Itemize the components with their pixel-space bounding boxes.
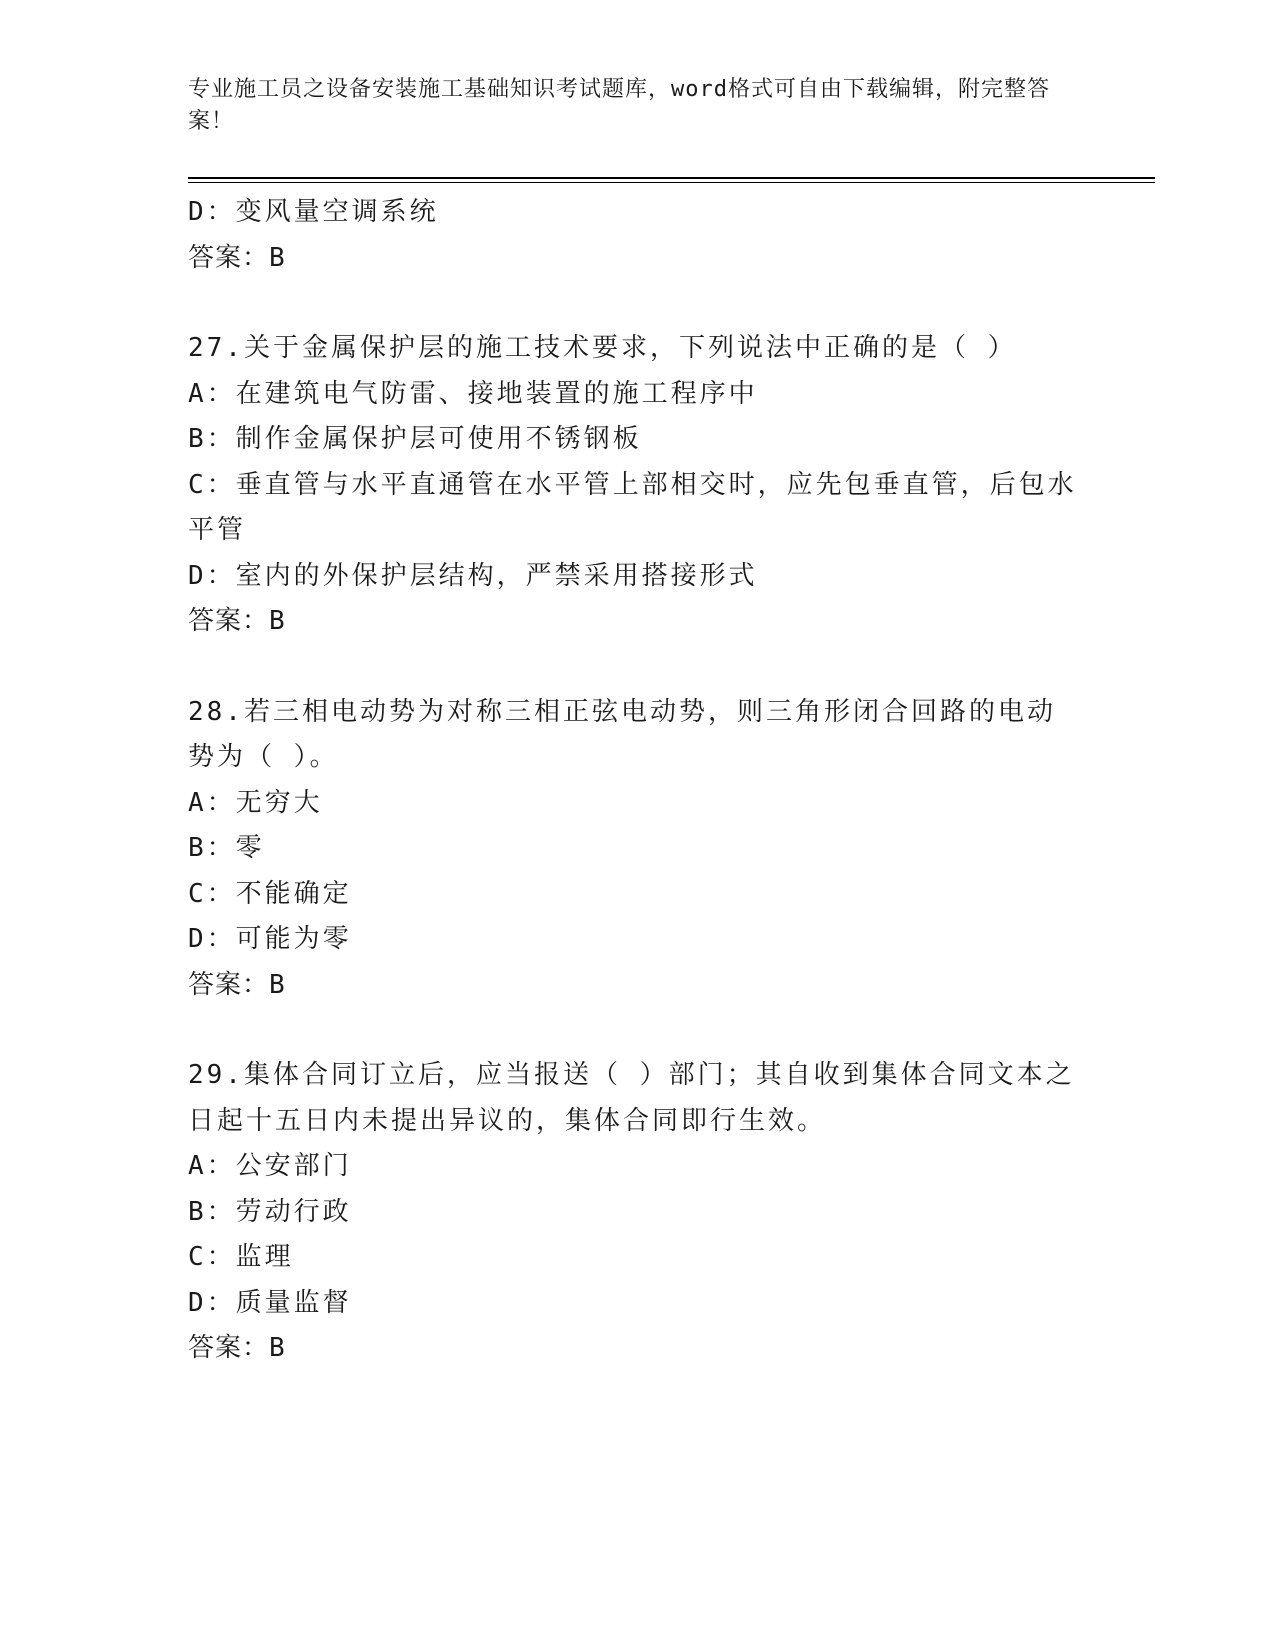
answer: 答案：B xyxy=(188,969,286,1000)
option-c: C：监理 xyxy=(188,1242,294,1272)
question-28 xyxy=(188,690,1078,1009)
option-b: B：零 xyxy=(188,833,265,863)
spacer xyxy=(188,645,1078,690)
option-a: A：公安部门 xyxy=(188,1151,352,1181)
option-d: D：质量监督 xyxy=(188,1287,352,1318)
question-27 xyxy=(188,326,1078,645)
option-b: B：劳动行政 xyxy=(188,1196,352,1227)
answer: 答案：B xyxy=(188,1333,286,1363)
document-header: 专业施工员之设备安装施工基础知识考试题库，word格式可自由下载编辑，附完整答案！ xyxy=(188,77,1050,134)
question-stem: 29.集体合同订立后，应当报送（ ）部门；其自收到集体合同文本之日起十五日内未提出异议的，集体合同即行生效。 xyxy=(188,1060,1075,1136)
spacer xyxy=(188,281,1078,326)
spacer xyxy=(188,1008,1078,1053)
answer: 答案：B xyxy=(188,606,286,636)
option-c: C：不能确定 xyxy=(188,878,352,909)
prev-option-d: D：变风量空调系统 xyxy=(188,197,439,227)
question-list xyxy=(188,190,1078,1372)
option-b: B：制作金属保护层可使用不锈钢板 xyxy=(188,424,642,454)
question-stem: 28.若三相电动势为对称三相正弦电动势，则三角形闭合回路的电动势为（ ）。 xyxy=(188,696,1056,772)
option-d: D：室内的外保护层结构，严禁采用搭接形式 xyxy=(188,560,758,591)
option-c: C：垂直管与水平直通管在水平管上部相交时，应先包垂直管，后包水平管 xyxy=(188,469,1077,545)
prev-answer: 答案：B xyxy=(188,242,286,273)
option-d: D：可能为零 xyxy=(188,924,352,954)
question-29 xyxy=(188,1053,1078,1372)
question-stem: 27.关于金属保护层的施工技术要求，下列说法中正确的是（ ） xyxy=(188,333,1017,363)
header-divider-thick xyxy=(188,177,1155,179)
header-divider-thin xyxy=(188,182,1155,183)
option-a: A：无穷大 xyxy=(188,787,323,818)
option-a: A：在建筑电气防雷、接地装置的施工程序中 xyxy=(188,378,758,409)
